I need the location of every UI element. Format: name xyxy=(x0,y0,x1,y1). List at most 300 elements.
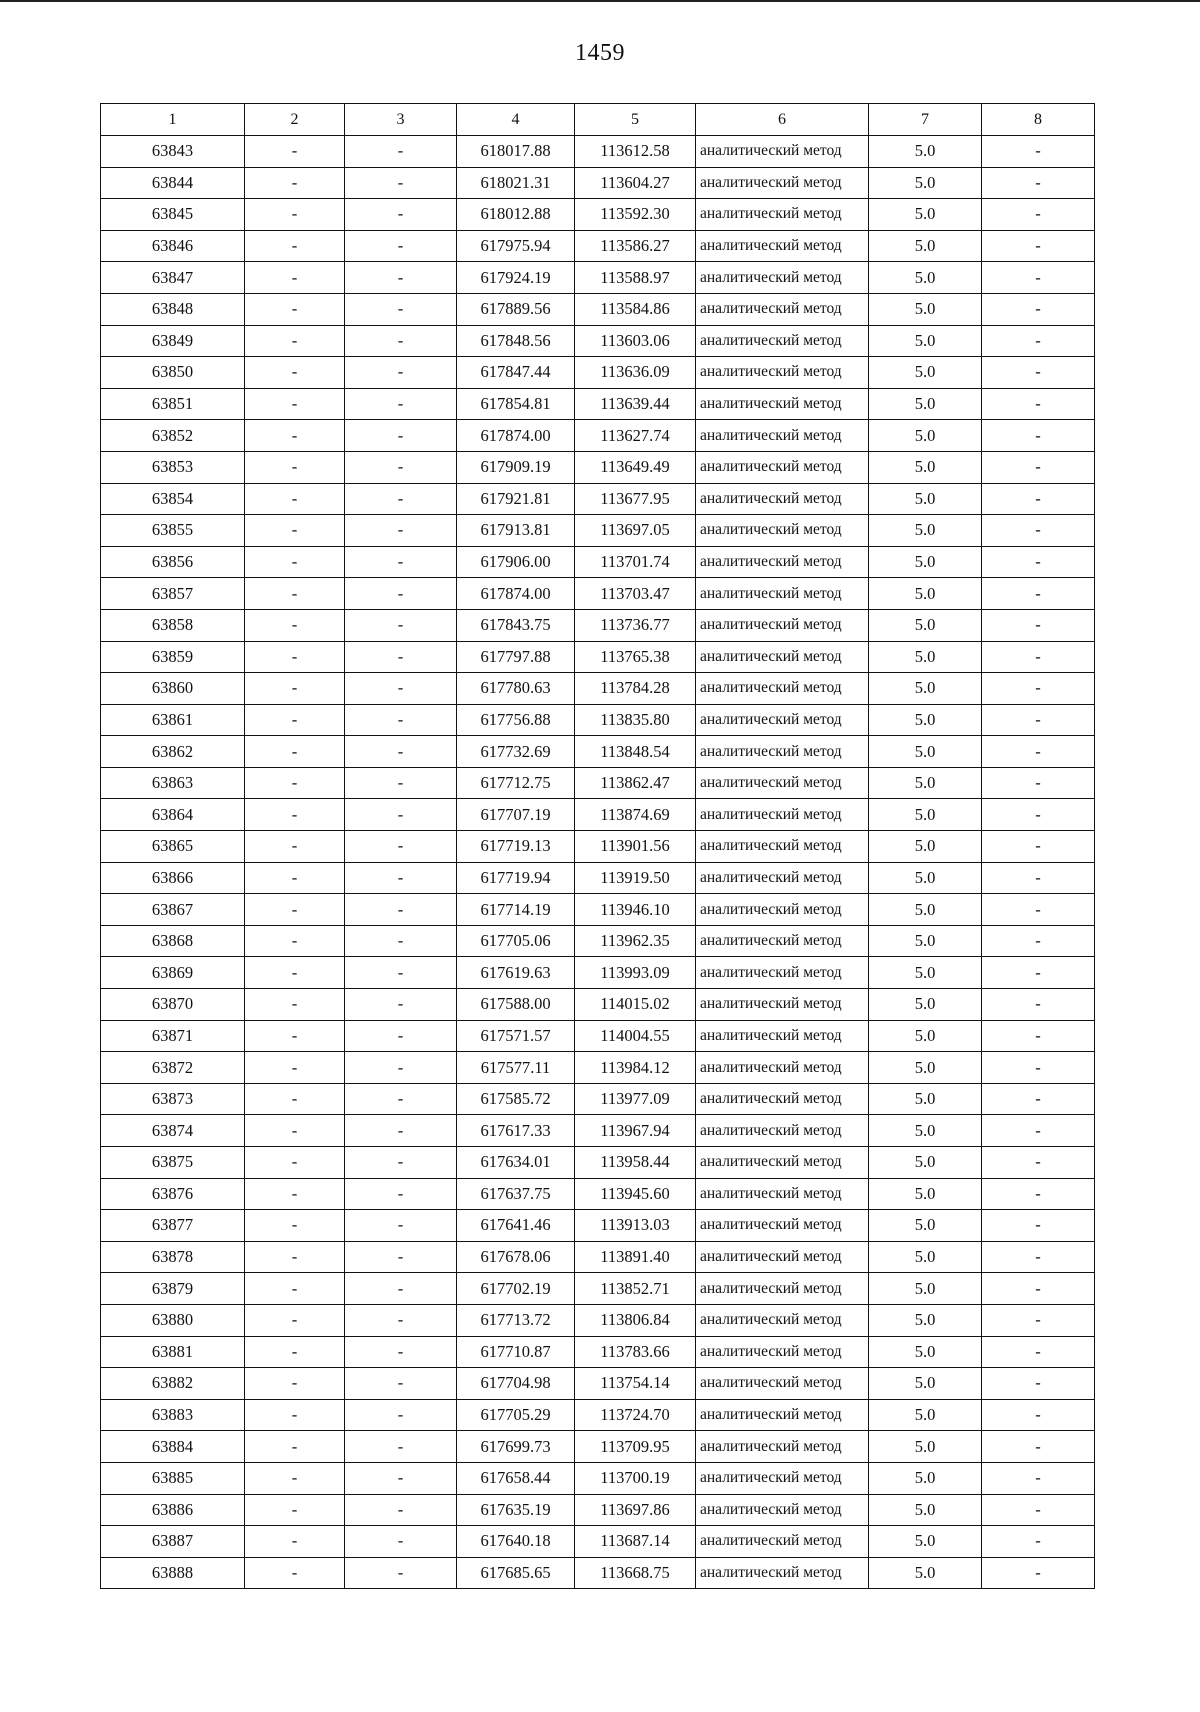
col2-cell: - xyxy=(245,293,345,325)
col2-cell: - xyxy=(245,1178,345,1210)
y-coordinate-cell: 113958.44 xyxy=(575,1147,696,1179)
method-cell: аналитический метод xyxy=(696,483,869,515)
col2-cell: - xyxy=(245,1462,345,1494)
method-cell: аналитический метод xyxy=(696,1083,869,1115)
accuracy-cell: 5.0 xyxy=(869,1241,982,1273)
accuracy-cell: 5.0 xyxy=(869,199,982,231)
y-coordinate-cell: 113687.14 xyxy=(575,1526,696,1558)
col8-cell: - xyxy=(982,546,1095,578)
x-coordinate-cell: 617874.00 xyxy=(457,578,575,610)
col2-cell: - xyxy=(245,199,345,231)
col3-cell: - xyxy=(345,451,457,483)
x-coordinate-cell: 617756.88 xyxy=(457,704,575,736)
col3-cell: - xyxy=(345,609,457,641)
y-coordinate-cell: 114015.02 xyxy=(575,989,696,1021)
table-row xyxy=(101,325,1095,357)
y-coordinate-cell: 113962.35 xyxy=(575,925,696,957)
table-row xyxy=(101,515,1095,547)
table-row xyxy=(101,1399,1095,1431)
y-coordinate-cell: 113612.58 xyxy=(575,136,696,168)
method-cell: аналитический метод xyxy=(696,451,869,483)
col2-cell: - xyxy=(245,925,345,957)
y-coordinate-cell: 113919.50 xyxy=(575,862,696,894)
table-row xyxy=(101,262,1095,294)
method-cell: аналитический метод xyxy=(696,957,869,989)
accuracy-cell: 5.0 xyxy=(869,1462,982,1494)
accuracy-cell: 5.0 xyxy=(869,831,982,863)
table-row xyxy=(101,1210,1095,1242)
column-header-8: 8 xyxy=(982,104,1095,136)
point-number-cell: 63874 xyxy=(101,1115,245,1147)
col2-cell: - xyxy=(245,894,345,926)
table-row xyxy=(101,641,1095,673)
y-coordinate-cell: 113697.05 xyxy=(575,515,696,547)
col3-cell: - xyxy=(345,199,457,231)
col3-cell: - xyxy=(345,1241,457,1273)
x-coordinate-cell: 617975.94 xyxy=(457,230,575,262)
accuracy-cell: 5.0 xyxy=(869,546,982,578)
col8-cell: - xyxy=(982,136,1095,168)
table-row xyxy=(101,167,1095,199)
col2-cell: - xyxy=(245,1241,345,1273)
table-row xyxy=(101,1241,1095,1273)
col2-cell: - xyxy=(245,1399,345,1431)
method-cell: аналитический метод xyxy=(696,546,869,578)
column-header-6: 6 xyxy=(696,104,869,136)
col8-cell: - xyxy=(982,704,1095,736)
col2-cell: - xyxy=(245,578,345,610)
col8-cell: - xyxy=(982,767,1095,799)
method-cell: аналитический метод xyxy=(696,1368,869,1400)
x-coordinate-cell: 617705.06 xyxy=(457,925,575,957)
y-coordinate-cell: 113700.19 xyxy=(575,1462,696,1494)
method-cell: аналитический метод xyxy=(696,1557,869,1589)
col8-cell: - xyxy=(982,1462,1095,1494)
col2-cell: - xyxy=(245,1557,345,1589)
accuracy-cell: 5.0 xyxy=(869,609,982,641)
col3-cell: - xyxy=(345,1304,457,1336)
col3-cell: - xyxy=(345,1557,457,1589)
point-number-cell: 63845 xyxy=(101,199,245,231)
point-number-cell: 63886 xyxy=(101,1494,245,1526)
table-row xyxy=(101,1557,1095,1589)
col8-cell: - xyxy=(982,1210,1095,1242)
method-cell: аналитический метод xyxy=(696,1336,869,1368)
x-coordinate-cell: 617780.63 xyxy=(457,673,575,705)
method-cell: аналитический метод xyxy=(696,1020,869,1052)
col8-cell: - xyxy=(982,1052,1095,1084)
col3-cell: - xyxy=(345,167,457,199)
col2-cell: - xyxy=(245,736,345,768)
col8-cell: - xyxy=(982,325,1095,357)
accuracy-cell: 5.0 xyxy=(869,1020,982,1052)
point-number-cell: 63856 xyxy=(101,546,245,578)
y-coordinate-cell: 113784.28 xyxy=(575,673,696,705)
col2-cell: - xyxy=(245,1052,345,1084)
y-coordinate-cell: 113709.95 xyxy=(575,1431,696,1463)
col3-cell: - xyxy=(345,230,457,262)
method-cell: аналитический метод xyxy=(696,1431,869,1463)
y-coordinate-cell: 113639.44 xyxy=(575,388,696,420)
x-coordinate-cell: 617640.18 xyxy=(457,1526,575,1558)
method-cell: аналитический метод xyxy=(696,1399,869,1431)
accuracy-cell: 5.0 xyxy=(869,1304,982,1336)
col8-cell: - xyxy=(982,1241,1095,1273)
method-cell: аналитический метод xyxy=(696,325,869,357)
point-number-cell: 63887 xyxy=(101,1526,245,1558)
x-coordinate-cell: 617889.56 xyxy=(457,293,575,325)
point-number-cell: 63882 xyxy=(101,1368,245,1400)
table-row xyxy=(101,357,1095,389)
method-cell: аналитический метод xyxy=(696,1115,869,1147)
x-coordinate-cell: 617571.57 xyxy=(457,1020,575,1052)
table-row xyxy=(101,1273,1095,1305)
x-coordinate-cell: 617713.72 xyxy=(457,1304,575,1336)
col3-cell: - xyxy=(345,325,457,357)
col8-cell: - xyxy=(982,262,1095,294)
y-coordinate-cell: 113848.54 xyxy=(575,736,696,768)
y-coordinate-cell: 113703.47 xyxy=(575,578,696,610)
table-row xyxy=(101,925,1095,957)
x-coordinate-cell: 617712.75 xyxy=(457,767,575,799)
y-coordinate-cell: 113649.49 xyxy=(575,451,696,483)
col2-cell: - xyxy=(245,767,345,799)
y-coordinate-cell: 113697.86 xyxy=(575,1494,696,1526)
col8-cell: - xyxy=(982,483,1095,515)
y-coordinate-cell: 113736.77 xyxy=(575,609,696,641)
col3-cell: - xyxy=(345,673,457,705)
accuracy-cell: 5.0 xyxy=(869,1368,982,1400)
x-coordinate-cell: 617913.81 xyxy=(457,515,575,547)
col8-cell: - xyxy=(982,925,1095,957)
accuracy-cell: 5.0 xyxy=(869,641,982,673)
accuracy-cell: 5.0 xyxy=(869,230,982,262)
method-cell: аналитический метод xyxy=(696,799,869,831)
table-row xyxy=(101,609,1095,641)
col8-cell: - xyxy=(982,230,1095,262)
x-coordinate-cell: 617704.98 xyxy=(457,1368,575,1400)
x-coordinate-cell: 617634.01 xyxy=(457,1147,575,1179)
y-coordinate-cell: 113636.09 xyxy=(575,357,696,389)
x-coordinate-cell: 617685.65 xyxy=(457,1557,575,1589)
coordinates-table xyxy=(100,103,1095,1589)
col2-cell: - xyxy=(245,420,345,452)
point-number-cell: 63851 xyxy=(101,388,245,420)
col2-cell: - xyxy=(245,1494,345,1526)
point-number-cell: 63847 xyxy=(101,262,245,294)
x-coordinate-cell: 617699.73 xyxy=(457,1431,575,1463)
table-row xyxy=(101,1494,1095,1526)
col2-cell: - xyxy=(245,136,345,168)
method-cell: аналитический метод xyxy=(696,167,869,199)
table-row xyxy=(101,136,1095,168)
x-coordinate-cell: 617588.00 xyxy=(457,989,575,1021)
table-row xyxy=(101,831,1095,863)
col3-cell: - xyxy=(345,989,457,1021)
method-cell: аналитический метод xyxy=(696,894,869,926)
x-coordinate-cell: 617719.13 xyxy=(457,831,575,863)
accuracy-cell: 5.0 xyxy=(869,799,982,831)
col3-cell: - xyxy=(345,1399,457,1431)
point-number-cell: 63852 xyxy=(101,420,245,452)
accuracy-cell: 5.0 xyxy=(869,136,982,168)
column-header-2: 2 xyxy=(245,104,345,136)
col3-cell: - xyxy=(345,736,457,768)
col8-cell: - xyxy=(982,167,1095,199)
accuracy-cell: 5.0 xyxy=(869,1494,982,1526)
x-coordinate-cell: 617619.63 xyxy=(457,957,575,989)
point-number-cell: 63859 xyxy=(101,641,245,673)
point-number-cell: 63862 xyxy=(101,736,245,768)
table-row xyxy=(101,673,1095,705)
col8-cell: - xyxy=(982,1147,1095,1179)
x-coordinate-cell: 617714.19 xyxy=(457,894,575,926)
table-row xyxy=(101,1083,1095,1115)
col3-cell: - xyxy=(345,1462,457,1494)
x-coordinate-cell: 617906.00 xyxy=(457,546,575,578)
col3-cell: - xyxy=(345,641,457,673)
col8-cell: - xyxy=(982,1273,1095,1305)
col2-cell: - xyxy=(245,1368,345,1400)
accuracy-cell: 5.0 xyxy=(869,862,982,894)
col2-cell: - xyxy=(245,167,345,199)
point-number-cell: 63879 xyxy=(101,1273,245,1305)
column-header-3: 3 xyxy=(345,104,457,136)
x-coordinate-cell: 617635.19 xyxy=(457,1494,575,1526)
accuracy-cell: 5.0 xyxy=(869,451,982,483)
table-row xyxy=(101,1178,1095,1210)
method-cell: аналитический метод xyxy=(696,641,869,673)
y-coordinate-cell: 113627.74 xyxy=(575,420,696,452)
point-number-cell: 63880 xyxy=(101,1304,245,1336)
table-row xyxy=(101,420,1095,452)
table-row xyxy=(101,483,1095,515)
point-number-cell: 63844 xyxy=(101,167,245,199)
y-coordinate-cell: 113901.56 xyxy=(575,831,696,863)
method-cell: аналитический метод xyxy=(696,1147,869,1179)
method-cell: аналитический метод xyxy=(696,862,869,894)
point-number-cell: 63877 xyxy=(101,1210,245,1242)
point-number-cell: 63873 xyxy=(101,1083,245,1115)
accuracy-cell: 5.0 xyxy=(869,325,982,357)
method-cell: аналитический метод xyxy=(696,1210,869,1242)
accuracy-cell: 5.0 xyxy=(869,1399,982,1431)
table-row xyxy=(101,1368,1095,1400)
col8-cell: - xyxy=(982,1557,1095,1589)
col3-cell: - xyxy=(345,1147,457,1179)
point-number-cell: 63884 xyxy=(101,1431,245,1463)
point-number-cell: 63857 xyxy=(101,578,245,610)
col8-cell: - xyxy=(982,1115,1095,1147)
x-coordinate-cell: 617909.19 xyxy=(457,451,575,483)
col2-cell: - xyxy=(245,1210,345,1242)
x-coordinate-cell: 617658.44 xyxy=(457,1462,575,1494)
x-coordinate-cell: 617710.87 xyxy=(457,1336,575,1368)
point-number-cell: 63876 xyxy=(101,1178,245,1210)
col8-cell: - xyxy=(982,799,1095,831)
col8-cell: - xyxy=(982,1083,1095,1115)
point-number-cell: 63843 xyxy=(101,136,245,168)
method-cell: аналитический метод xyxy=(696,420,869,452)
x-coordinate-cell: 617854.81 xyxy=(457,388,575,420)
col3-cell: - xyxy=(345,1273,457,1305)
col2-cell: - xyxy=(245,325,345,357)
x-coordinate-cell: 617797.88 xyxy=(457,641,575,673)
x-coordinate-cell: 617732.69 xyxy=(457,736,575,768)
y-coordinate-cell: 113891.40 xyxy=(575,1241,696,1273)
x-coordinate-cell: 617577.11 xyxy=(457,1052,575,1084)
y-coordinate-cell: 113754.14 xyxy=(575,1368,696,1400)
method-cell: аналитический метод xyxy=(696,736,869,768)
table-row xyxy=(101,1462,1095,1494)
col8-cell: - xyxy=(982,1494,1095,1526)
table-row xyxy=(101,388,1095,420)
col2-cell: - xyxy=(245,1147,345,1179)
col3-cell: - xyxy=(345,357,457,389)
accuracy-cell: 5.0 xyxy=(869,1178,982,1210)
table-row xyxy=(101,546,1095,578)
accuracy-cell: 5.0 xyxy=(869,957,982,989)
col3-cell: - xyxy=(345,1494,457,1526)
point-number-cell: 63863 xyxy=(101,767,245,799)
y-coordinate-cell: 113946.10 xyxy=(575,894,696,926)
table-row xyxy=(101,1020,1095,1052)
point-number-cell: 63860 xyxy=(101,673,245,705)
y-coordinate-cell: 113862.47 xyxy=(575,767,696,799)
col8-cell: - xyxy=(982,293,1095,325)
table-row xyxy=(101,1147,1095,1179)
y-coordinate-cell: 113701.74 xyxy=(575,546,696,578)
accuracy-cell: 5.0 xyxy=(869,262,982,294)
x-coordinate-cell: 618021.31 xyxy=(457,167,575,199)
y-coordinate-cell: 113945.60 xyxy=(575,1178,696,1210)
col8-cell: - xyxy=(982,1368,1095,1400)
x-coordinate-cell: 617719.94 xyxy=(457,862,575,894)
method-cell: аналитический метод xyxy=(696,1304,869,1336)
x-coordinate-cell: 617637.75 xyxy=(457,1178,575,1210)
point-number-cell: 63883 xyxy=(101,1399,245,1431)
col3-cell: - xyxy=(345,546,457,578)
method-cell: аналитический метод xyxy=(696,1462,869,1494)
col8-cell: - xyxy=(982,989,1095,1021)
col3-cell: - xyxy=(345,1210,457,1242)
table-row xyxy=(101,199,1095,231)
col2-cell: - xyxy=(245,483,345,515)
method-cell: аналитический метод xyxy=(696,673,869,705)
col8-cell: - xyxy=(982,420,1095,452)
y-coordinate-cell: 113967.94 xyxy=(575,1115,696,1147)
column-header-5: 5 xyxy=(575,104,696,136)
accuracy-cell: 5.0 xyxy=(869,1431,982,1463)
col2-cell: - xyxy=(245,388,345,420)
col3-cell: - xyxy=(345,1115,457,1147)
y-coordinate-cell: 113874.69 xyxy=(575,799,696,831)
x-coordinate-cell: 618012.88 xyxy=(457,199,575,231)
y-coordinate-cell: 113977.09 xyxy=(575,1083,696,1115)
col2-cell: - xyxy=(245,799,345,831)
table-row xyxy=(101,1431,1095,1463)
accuracy-cell: 5.0 xyxy=(869,704,982,736)
x-coordinate-cell: 617847.44 xyxy=(457,357,575,389)
point-number-cell: 63855 xyxy=(101,515,245,547)
x-coordinate-cell: 617641.46 xyxy=(457,1210,575,1242)
col3-cell: - xyxy=(345,293,457,325)
point-number-cell: 63849 xyxy=(101,325,245,357)
accuracy-cell: 5.0 xyxy=(869,989,982,1021)
page-number: 1459 xyxy=(575,40,625,66)
method-cell: аналитический метод xyxy=(696,767,869,799)
table-row xyxy=(101,736,1095,768)
col3-cell: - xyxy=(345,262,457,294)
col3-cell: - xyxy=(345,578,457,610)
col3-cell: - xyxy=(345,767,457,799)
accuracy-cell: 5.0 xyxy=(869,1115,982,1147)
col3-cell: - xyxy=(345,704,457,736)
table-row xyxy=(101,578,1095,610)
point-number-cell: 63870 xyxy=(101,989,245,1021)
x-coordinate-cell: 617843.75 xyxy=(457,609,575,641)
method-cell: аналитический метод xyxy=(696,1241,869,1273)
accuracy-cell: 5.0 xyxy=(869,167,982,199)
point-number-cell: 63872 xyxy=(101,1052,245,1084)
point-number-cell: 63864 xyxy=(101,799,245,831)
col2-cell: - xyxy=(245,831,345,863)
col2-cell: - xyxy=(245,862,345,894)
x-coordinate-cell: 618017.88 xyxy=(457,136,575,168)
x-coordinate-cell: 617924.19 xyxy=(457,262,575,294)
point-number-cell: 63865 xyxy=(101,831,245,863)
col2-cell: - xyxy=(245,515,345,547)
col8-cell: - xyxy=(982,894,1095,926)
method-cell: аналитический метод xyxy=(696,136,869,168)
col2-cell: - xyxy=(245,957,345,989)
y-coordinate-cell: 113783.66 xyxy=(575,1336,696,1368)
accuracy-cell: 5.0 xyxy=(869,1557,982,1589)
col3-cell: - xyxy=(345,1526,457,1558)
col8-cell: - xyxy=(982,451,1095,483)
col2-cell: - xyxy=(245,262,345,294)
col8-cell: - xyxy=(982,1020,1095,1052)
col2-cell: - xyxy=(245,357,345,389)
method-cell: аналитический метод xyxy=(696,515,869,547)
col8-cell: - xyxy=(982,388,1095,420)
col3-cell: - xyxy=(345,420,457,452)
col8-cell: - xyxy=(982,515,1095,547)
method-cell: аналитический метод xyxy=(696,230,869,262)
method-cell: аналитический метод xyxy=(696,357,869,389)
table-row xyxy=(101,957,1095,989)
col8-cell: - xyxy=(982,1399,1095,1431)
accuracy-cell: 5.0 xyxy=(869,767,982,799)
x-coordinate-cell: 617848.56 xyxy=(457,325,575,357)
accuracy-cell: 5.0 xyxy=(869,1273,982,1305)
col8-cell: - xyxy=(982,641,1095,673)
col8-cell: - xyxy=(982,673,1095,705)
col8-cell: - xyxy=(982,609,1095,641)
accuracy-cell: 5.0 xyxy=(869,1336,982,1368)
method-cell: аналитический метод xyxy=(696,1526,869,1558)
col3-cell: - xyxy=(345,1178,457,1210)
col8-cell: - xyxy=(982,199,1095,231)
col8-cell: - xyxy=(982,1304,1095,1336)
method-cell: аналитический метод xyxy=(696,388,869,420)
table-row xyxy=(101,704,1095,736)
y-coordinate-cell: 113603.06 xyxy=(575,325,696,357)
col3-cell: - xyxy=(345,483,457,515)
point-number-cell: 63878 xyxy=(101,1241,245,1273)
col3-cell: - xyxy=(345,894,457,926)
col2-cell: - xyxy=(245,1336,345,1368)
